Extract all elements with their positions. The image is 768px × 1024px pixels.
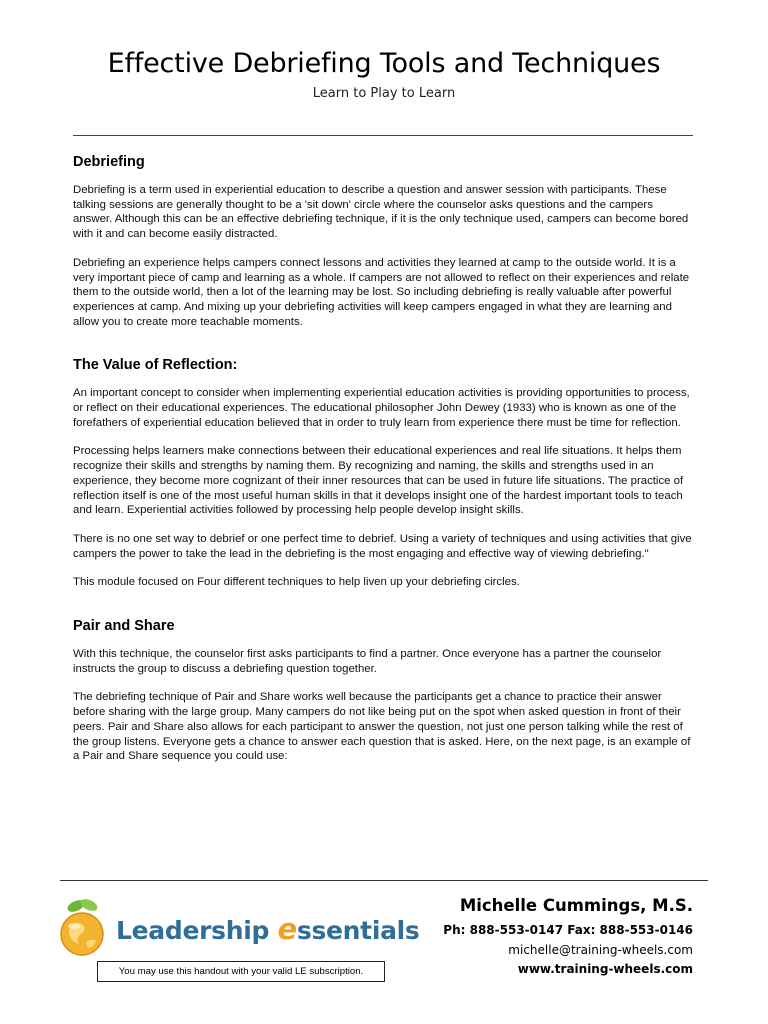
section-debriefing <box>73 154 693 329</box>
contact-email[interactable]: michelle@training-wheels.com <box>508 942 693 957</box>
paragraph: There is no one set way to debrief or one perfect time to debrief. Using a variety of techniques and using activities that give campers the power to take the lead in the debriefing is the most engaging and effective way of viewing debriefing." <box>73 532 692 560</box>
section-heading: Pair and Share <box>73 618 175 635</box>
document-body <box>73 154 693 778</box>
section-value-of-reflection <box>73 357 693 590</box>
page-title: Effective Debriefing Tools and Techniques <box>107 48 661 79</box>
apple-globe-icon <box>56 894 108 962</box>
footer-divider <box>60 880 708 881</box>
paragraph: With this technique, the counselor first asks participants to find a partner. Once everyone has a partner the counselor instructs the group to discuss a debriefing question together. <box>73 648 662 675</box>
page-subtitle: Learn to Play to Learn <box>312 86 456 101</box>
logo-wordmark: Leadership essentials <box>116 912 420 946</box>
paragraph: Processing helps learners make connections between their educational experiences and real life situations. It helps them recognize their skills and strengths by naming them. By recognizing and naming, the skills and strengths used in an experience, they become more cognizant of their inner resources that can be used in future life situations. The practice of reflection itself is one of the most useful human skills in that it develops insight one of the hardest important tools to teach and learn. Experiential activities followed by processing help people develop insight skills. <box>73 445 684 517</box>
section-heading: The Value of Reflection: <box>73 357 238 374</box>
paragraph: This module focused on Four different techniques to help liven up your debriefing circles. <box>73 576 520 589</box>
contact-name: Michelle Cummings, M.S. <box>459 896 693 915</box>
paragraph: The debriefing technique of Pair and Share works well because the participants get a chance to practice their answer before sharing with the large group. Many campers do not like being put on the spot when asked question in front of their peers. Pair and Share also allows for each participant to answer the question, not just one person talking while the rest of the group listens. Everyone gets a chance to answer each question that is asked. Here, on the next page, is an example of a Pair and Share sequence you could use: <box>73 691 691 763</box>
paragraph: Debriefing an experience helps campers connect lessons and activities they learned at camp to the outside world. It is a very important piece of camp and learning as a whole. If campers are not allowed to reflect on their experiences and relate them to the outside world, then a lot of the learning may be lost. So including debriefing is really valuable after powerful experiences at camp. And mixing up your debriefing activities will keep campers engaged in what they are learning and allow you to create more teachable moments. <box>73 256 690 328</box>
section-pair-and-share <box>73 618 693 764</box>
contact-info <box>443 896 693 980</box>
paragraph: An important concept to consider when implementing experiential education activities is providing opportunities to process, or reflect on their educational experiences. The educational philosopher John Dewey (1933) who is known as one of the forefathers of experiential education believed that in order to truly learn from experience there must be time for reflection. <box>73 387 690 429</box>
subscription-notice: You may use this handout with your valid LE subscription. <box>97 961 385 982</box>
contact-website[interactable]: www.training-wheels.com <box>517 962 693 976</box>
section-heading: Debriefing <box>73 154 145 170</box>
header-divider <box>73 135 693 136</box>
contact-phone: Ph: 888-553-0147 Fax: 888-553-0146 <box>443 923 693 937</box>
leadership-essentials-logo <box>56 894 420 964</box>
paragraph: Debriefing is a term used in experiential education to describe a question and answer session with participants. These talking sessions are generally thought to be a 'sit down' circle where the counselor asks questions and the campers answer. Although this can be an effective debriefing technique, if it is the only technique used, campers can become bored with it and can become easily distracted. <box>73 184 689 241</box>
